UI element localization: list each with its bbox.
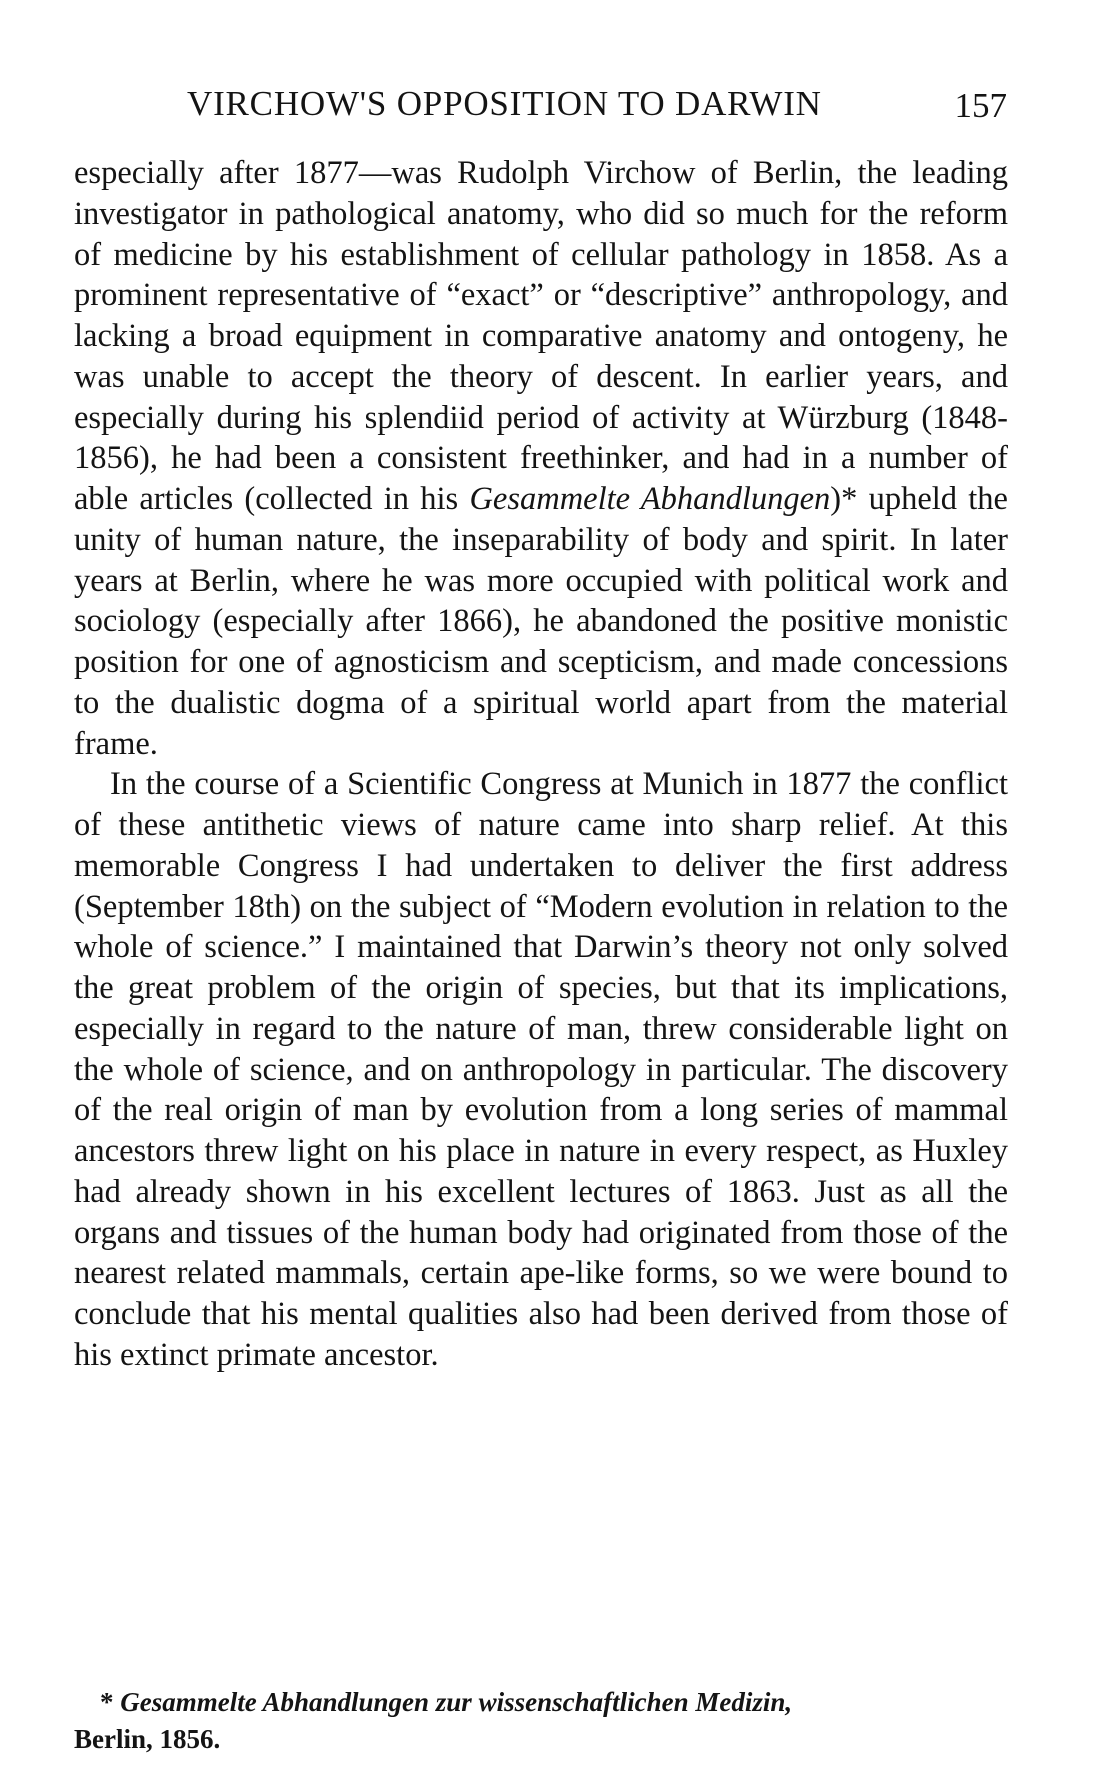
- paragraph-munich-congress: In the course of a Scientific Congress at Munich in 1877 the conflict of these antithetic views of nature came into sharp relief. At this memorable Congress I had undertaken to deliver the first address (September 18th) on the subject of “Modern evolution in relation to the whole of science.” I maintained that Darwin’s theory not only solved the great problem of the origin of species, but that its implications, especially in regard to the nature of man, threw considerable light on the whole of science, and on anthropology in particular. The discovery of the real origin of man by evolution from a long series of mammal ancestors threw light on his place in nature in every respect, as Huxley had already shown in his excellent lectures of 1863. Just as all the organs and tissues of the human body had originated from those of the nearest related mammals, certain ape-like forms, so we were bound to conclude that his mental qualities also had been derived from those of his extinct primate ancestor.: [74, 766, 1008, 1373]
- body-text: [74, 153, 1008, 1376]
- page-number: 157: [954, 86, 1007, 125]
- footnote-title: Gesammelte Abhandlungen zur wissenschaftlichen Medizin,: [120, 1687, 793, 1717]
- running-title: VIRCHOW'S OPPOSITION TO DARWIN: [187, 84, 822, 123]
- paragraph-virchow: [74, 153, 1008, 764]
- paragraph-text: )* upheld the unity of human nature, the inseparability of body and spirit. In later years at Berlin, where he was more occupied with political work and sociology (especially after 1866), he abandoned the positive monistic position for one of agnosticism and scepticism, and made concessions to the dualistic dogma of a spiritual world apart from the material frame.: [74, 481, 1008, 762]
- footnote: [74, 1684, 1008, 1758]
- footnote-marker: *: [100, 1687, 114, 1717]
- paragraph-text: especially after 1877—was Rudolph Virchow of Berlin, the leading investigator in pathological anatomy, who did so much for the reform of medicine by his establishment of cellular pathology in 1858. As a prominent representative of “exact” or “descriptive” anthropology, and lacking a broad equipment in comparative anatomy and ontogeny, he was unable to accept the theory of descent. In earlier years, and especially during his splendiid period of activity at Würzburg (1848-1856), he had been a consistent freethinker, and had in a number of able articles (collected in his: [74, 155, 1008, 517]
- book-title-italic: Gesammelte Abhandlungen: [469, 481, 831, 517]
- running-head: [187, 84, 1007, 134]
- footnote-place-date: Berlin, 1856.: [74, 1724, 221, 1754]
